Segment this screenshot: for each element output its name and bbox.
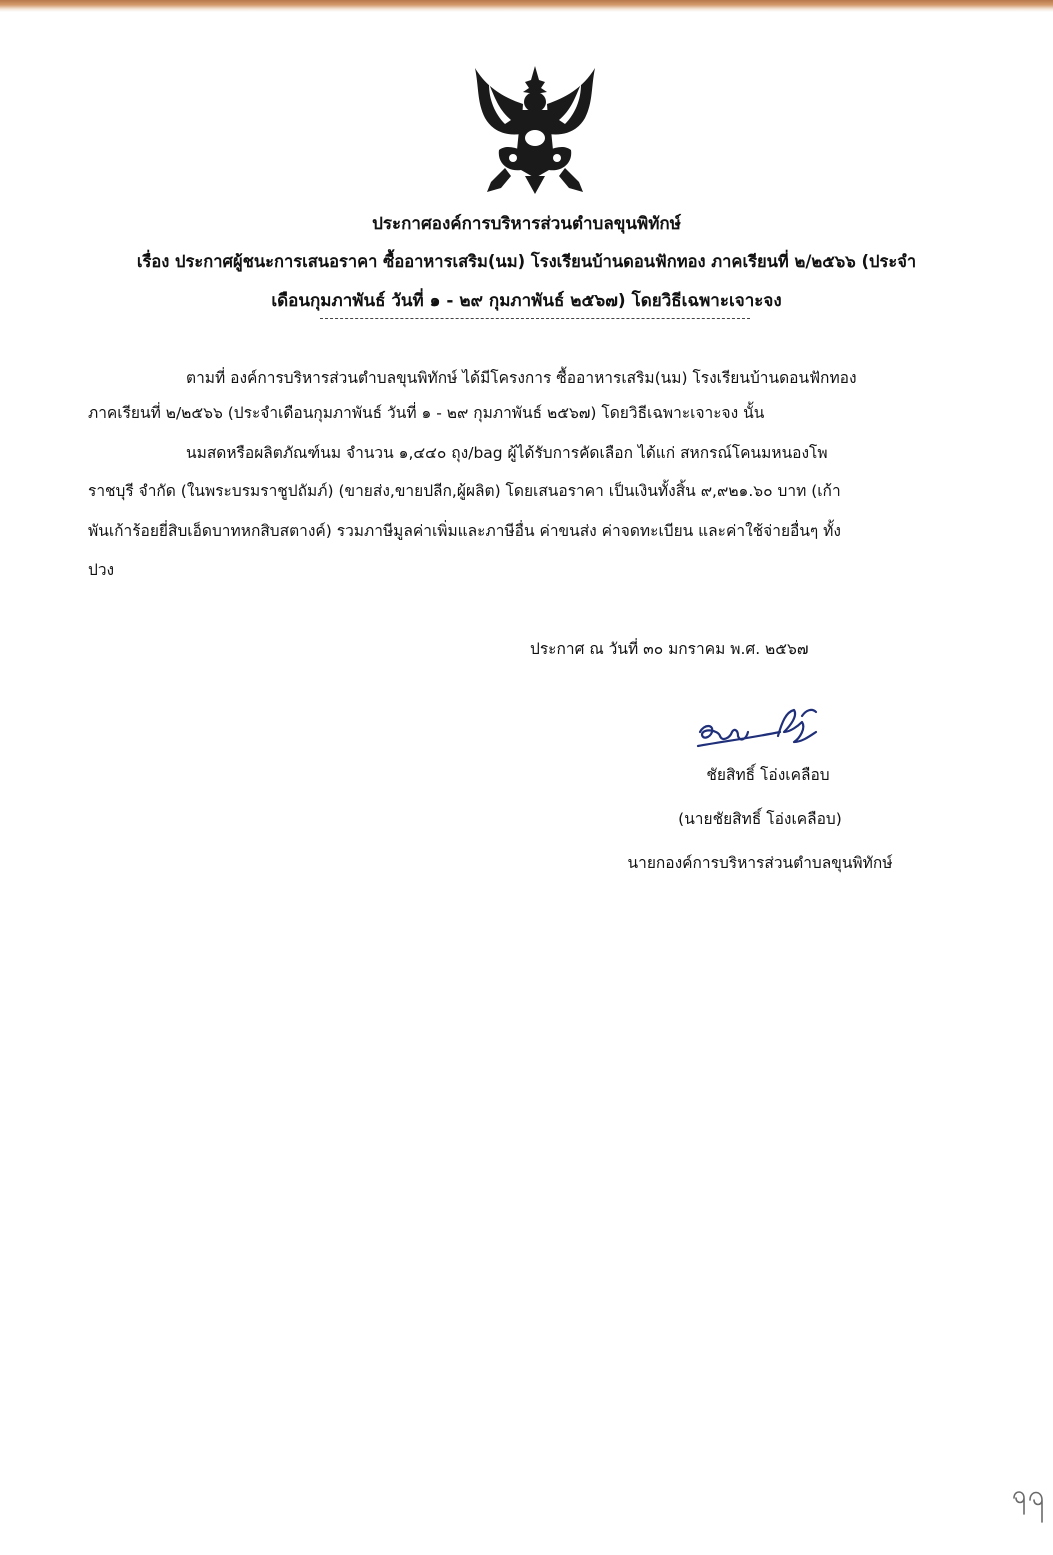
- handwritten-page-number: [1010, 1478, 1050, 1526]
- body-line-5: พันเก้าร้อยยี่สิบเอ็ดบาทหกสิบสตางค์) รวมภาษีมูลค่าเพิ่มและภาษีอื่น ค่าขนส่ง ค่าจดทะเบียน และค่าใช้จ่ายอื่นๆ ทั้ง: [88, 522, 841, 540]
- body-line-1: ตามที่ องค์การบริหารส่วนตำบลขุนพิทักษ์ ได้มีโครงการ ซื้ออาหารเสริม(นม) โรงเรียนบ้านดอนฟักทอง: [186, 369, 857, 387]
- body-line-4: ราชบุรี จำกัด (ในพระบรมราชูปถัมภ์) (ขายส่ง,ขายปลีก,ผู้ผลิต) โดยเสนอราคา เป็นเงินทั้งสิ้น ๙,๙๒๑.๖๐ บาท (เก้า: [88, 482, 841, 500]
- announcement-date: ประกาศ ณ วันที่ ๓๐ มกราคม พ.ศ. ๒๕๖๗: [530, 640, 809, 658]
- subject-line-2: เดือนกุมภาพันธ์ วันที่ ๑ - ๒๙ กุมภาพันธ์ ๒๕๖๗) โดยวิธีเฉพาะเจาะจง: [271, 291, 782, 311]
- signatory-name: ชัยสิทธิ์ โอ่งเคลือบ: [706, 766, 830, 784]
- body-line-6: ปวง: [88, 561, 115, 579]
- scan-top-edge: [0, 0, 1053, 12]
- body-line-3: นมสดหรือผลิตภัณฑ์นม จำนวน ๑,๔๔๐ ถุง/bag ผู้ได้รับการคัดเลือก ได้แก่ สหกรณ์โคนมหนองโพ: [186, 444, 828, 462]
- subject-line-1: เรื่อง ประกาศผู้ชนะการเสนอราคา ซื้ออาหารเสริม(นม) โรงเรียนบ้านดอนฟักทอง ภาคเรียนที่ ๒/๒๕๖๖ (ประจำ: [136, 252, 917, 271]
- divider: [320, 318, 750, 319]
- announcement-title: ประกาศองค์การบริหารส่วนตำบลขุนพิทักษ์: [372, 214, 681, 234]
- handwritten-signature: [690, 702, 830, 757]
- garuda-emblem-icon: [465, 58, 605, 198]
- signatory-position: นายกองค์การบริหารส่วนตำบลขุนพิทักษ์: [627, 854, 893, 872]
- body-line-2: ภาคเรียนที่ ๒/๒๕๖๖ (ประจำเดือนกุมภาพันธ์ วันที่ ๑ - ๒๙ กุมภาพันธ์ ๒๕๖๗) โดยวิธีเฉพาะเจาะจง นั้น: [88, 404, 765, 422]
- signatory-full-name: (นายชัยสิทธิ์ โอ่งเคลือบ): [678, 810, 842, 828]
